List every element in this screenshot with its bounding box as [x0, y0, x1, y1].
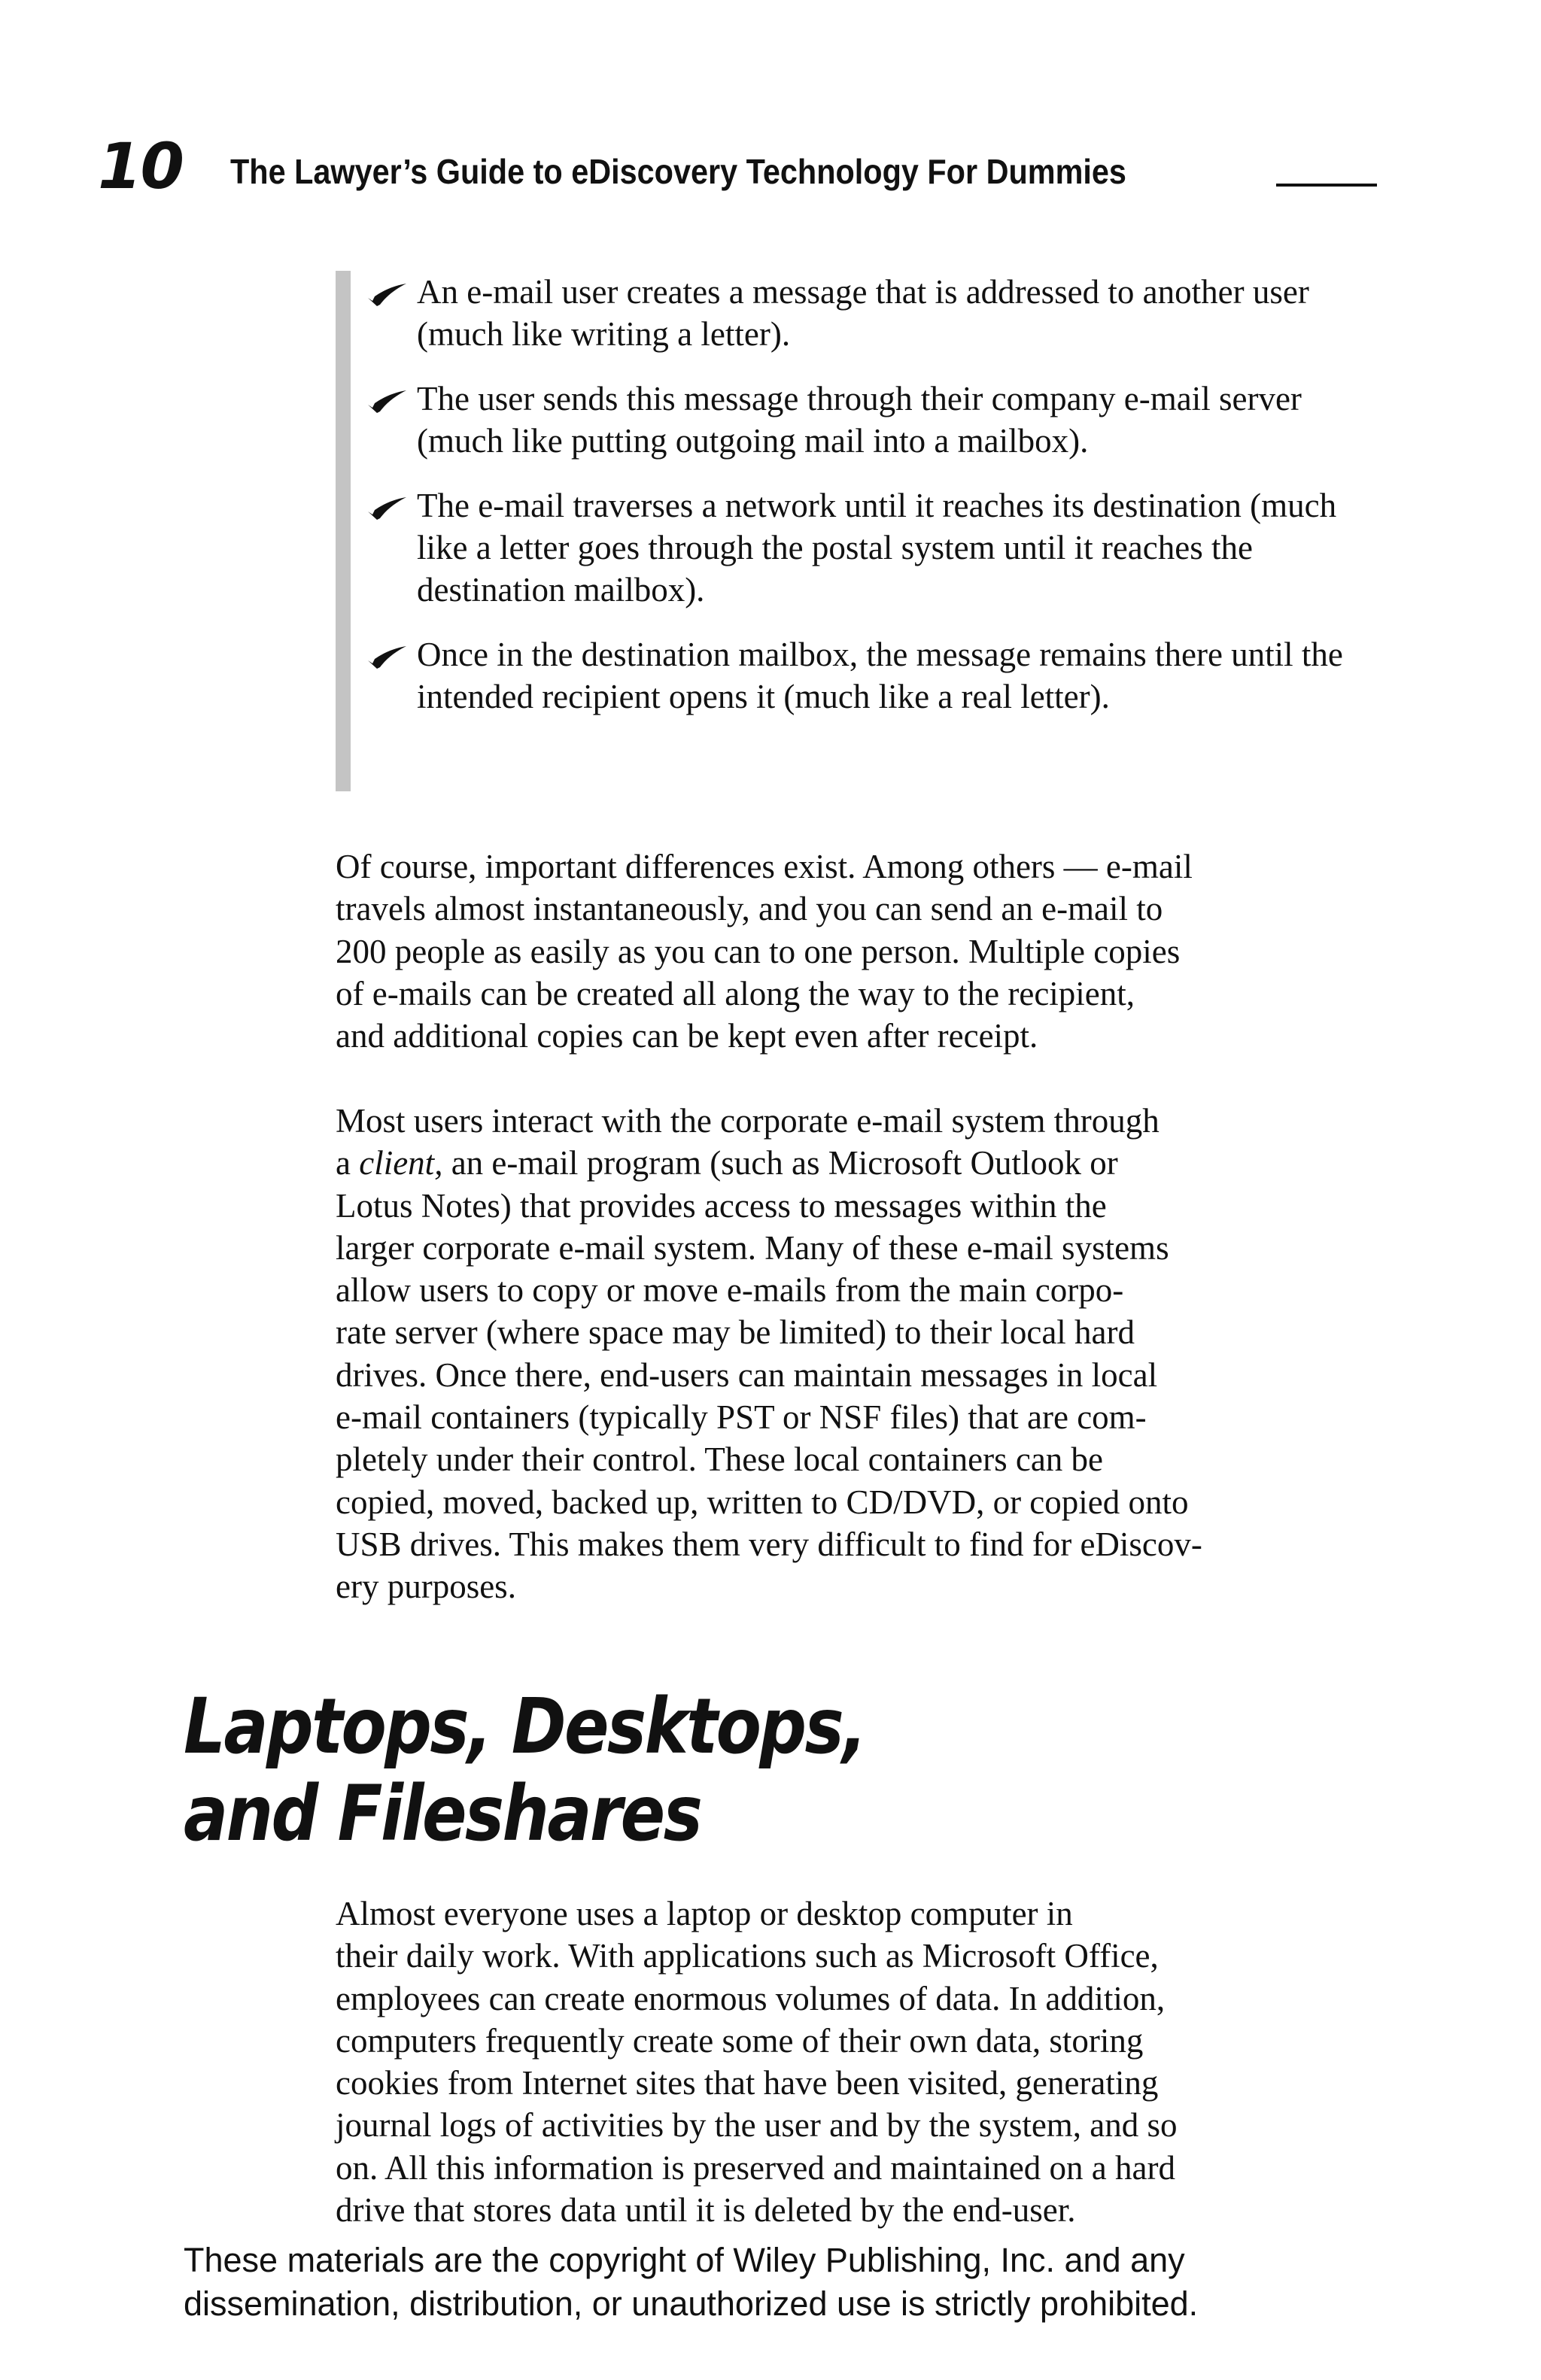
running-header	[98, 129, 1377, 203]
list-item-text: Once in the destination mailbox, the message remains there until the intended recipient opens it (much like a real letter).	[417, 636, 1343, 715]
paragraph-line: rate server (where space may be limited) to their local hard	[336, 1313, 1135, 1352]
paragraph-line: pletely under their control. These local containers can be	[336, 1440, 1104, 1479]
client-term-prefix: a	[336, 1144, 360, 1182]
paragraph-differences	[336, 845, 1389, 1057]
paragraph-line: e-mail containers (typically PST or NSF files) that are com-	[336, 1398, 1147, 1437]
client-term: client,	[359, 1144, 443, 1182]
list-item-text: The user sends this message through their company e-mail server (much like putting outgoing mail into a mailbox).	[417, 380, 1302, 460]
paragraph-line: employees can create enormous volumes of data. In addition,	[336, 1979, 1166, 2017]
paragraph-line: and additional copies can be kept even after receipt.	[336, 1017, 1038, 1055]
paragraph-laptops	[336, 1893, 1389, 2231]
bullet-list-block	[336, 271, 1389, 791]
paragraph-line: travels almost instantaneously, and you can send an e-mail to	[336, 890, 1163, 928]
list-item	[366, 633, 1389, 718]
book-title: The Lawyer’s Guide to eDiscovery Technology For Dummies	[230, 152, 1126, 191]
header-rule	[1276, 184, 1377, 187]
list-item	[366, 378, 1389, 462]
bullet-list	[366, 271, 1389, 740]
client-term-suffix: an e-mail program (such as Microsoft Outlook or	[442, 1144, 1118, 1182]
paragraph-line: USB drives. This makes them very difficult to find for eDiscov-	[336, 1525, 1202, 1563]
paragraph-line: computers frequently create some of their own data, storing	[336, 2021, 1144, 2060]
paragraph-line: allow users to copy or move e-mails from the main corpo-	[336, 1271, 1124, 1310]
paragraph-line: cookies from Internet sites that have been visited, generating	[336, 2064, 1159, 2102]
paragraph-line: of e-mails can be created all along the way to the recipient,	[336, 974, 1135, 1012]
list-item-text: The e-mail traverses a network until it reaches its destination (much like a letter goes through the postal system until it reaches the destination mailbox).	[417, 487, 1337, 609]
copyright-notice	[184, 2239, 1198, 2326]
check-mark-icon	[366, 283, 408, 307]
check-mark-icon	[366, 496, 408, 521]
section-heading-line: Laptops, Desktops,	[184, 1682, 865, 1771]
paragraph-line: Most users interact with the corporate e-mail system through	[336, 1102, 1160, 1140]
section-heading	[184, 1683, 865, 1858]
paragraph-line: Of course, important differences exist. Among others — e-mail	[336, 848, 1193, 885]
list-item	[366, 271, 1389, 355]
paragraph-line: ery purposes.	[336, 1568, 516, 1606]
page-number: 10	[98, 129, 183, 203]
paragraph-line	[336, 1142, 1389, 1184]
paragraph-line: drive that stores data until it is deleted by the end-user.	[336, 2191, 1076, 2230]
paragraph-line: copied, moved, backed up, written to CD/DVD, or copied onto	[336, 1483, 1189, 1521]
section-heading-line: and Fileshares	[184, 1769, 701, 1859]
copyright-line: dissemination, distribution, or unauthorized use is strictly prohibited.	[184, 2284, 1199, 2323]
paragraph-line: Lotus Notes) that provides access to messages within the	[336, 1186, 1107, 1225]
list-item	[366, 484, 1389, 611]
paragraph-line: Almost everyone uses a laptop or desktop computer in	[336, 1895, 1073, 1932]
sidebar-bar	[336, 271, 351, 791]
check-mark-icon	[366, 390, 408, 414]
paragraph-email-client	[336, 1100, 1389, 1608]
check-mark-icon	[366, 645, 408, 669]
paragraph-line: 200 people as easily as you can to one person. Multiple copies	[336, 932, 1181, 970]
paragraph-line: drives. Once there, end-users can maintain messages in local	[336, 1355, 1158, 1394]
copyright-line: These materials are the copyright of Wiley Publishing, Inc. and any	[184, 2241, 1185, 2279]
paragraph-line: on. All this information is preserved and maintained on a hard	[336, 2148, 1175, 2187]
paragraph-line: journal logs of activities by the user and by the system, and so	[336, 2106, 1178, 2145]
list-item-text: An e-mail user creates a message that is addressed to another user (much like writing a letter).	[417, 273, 1309, 353]
paragraph-line: their daily work. With applications such as Microsoft Office,	[336, 1937, 1159, 1975]
paragraph-line: larger corporate e-mail system. Many of these e-mail systems	[336, 1228, 1169, 1267]
